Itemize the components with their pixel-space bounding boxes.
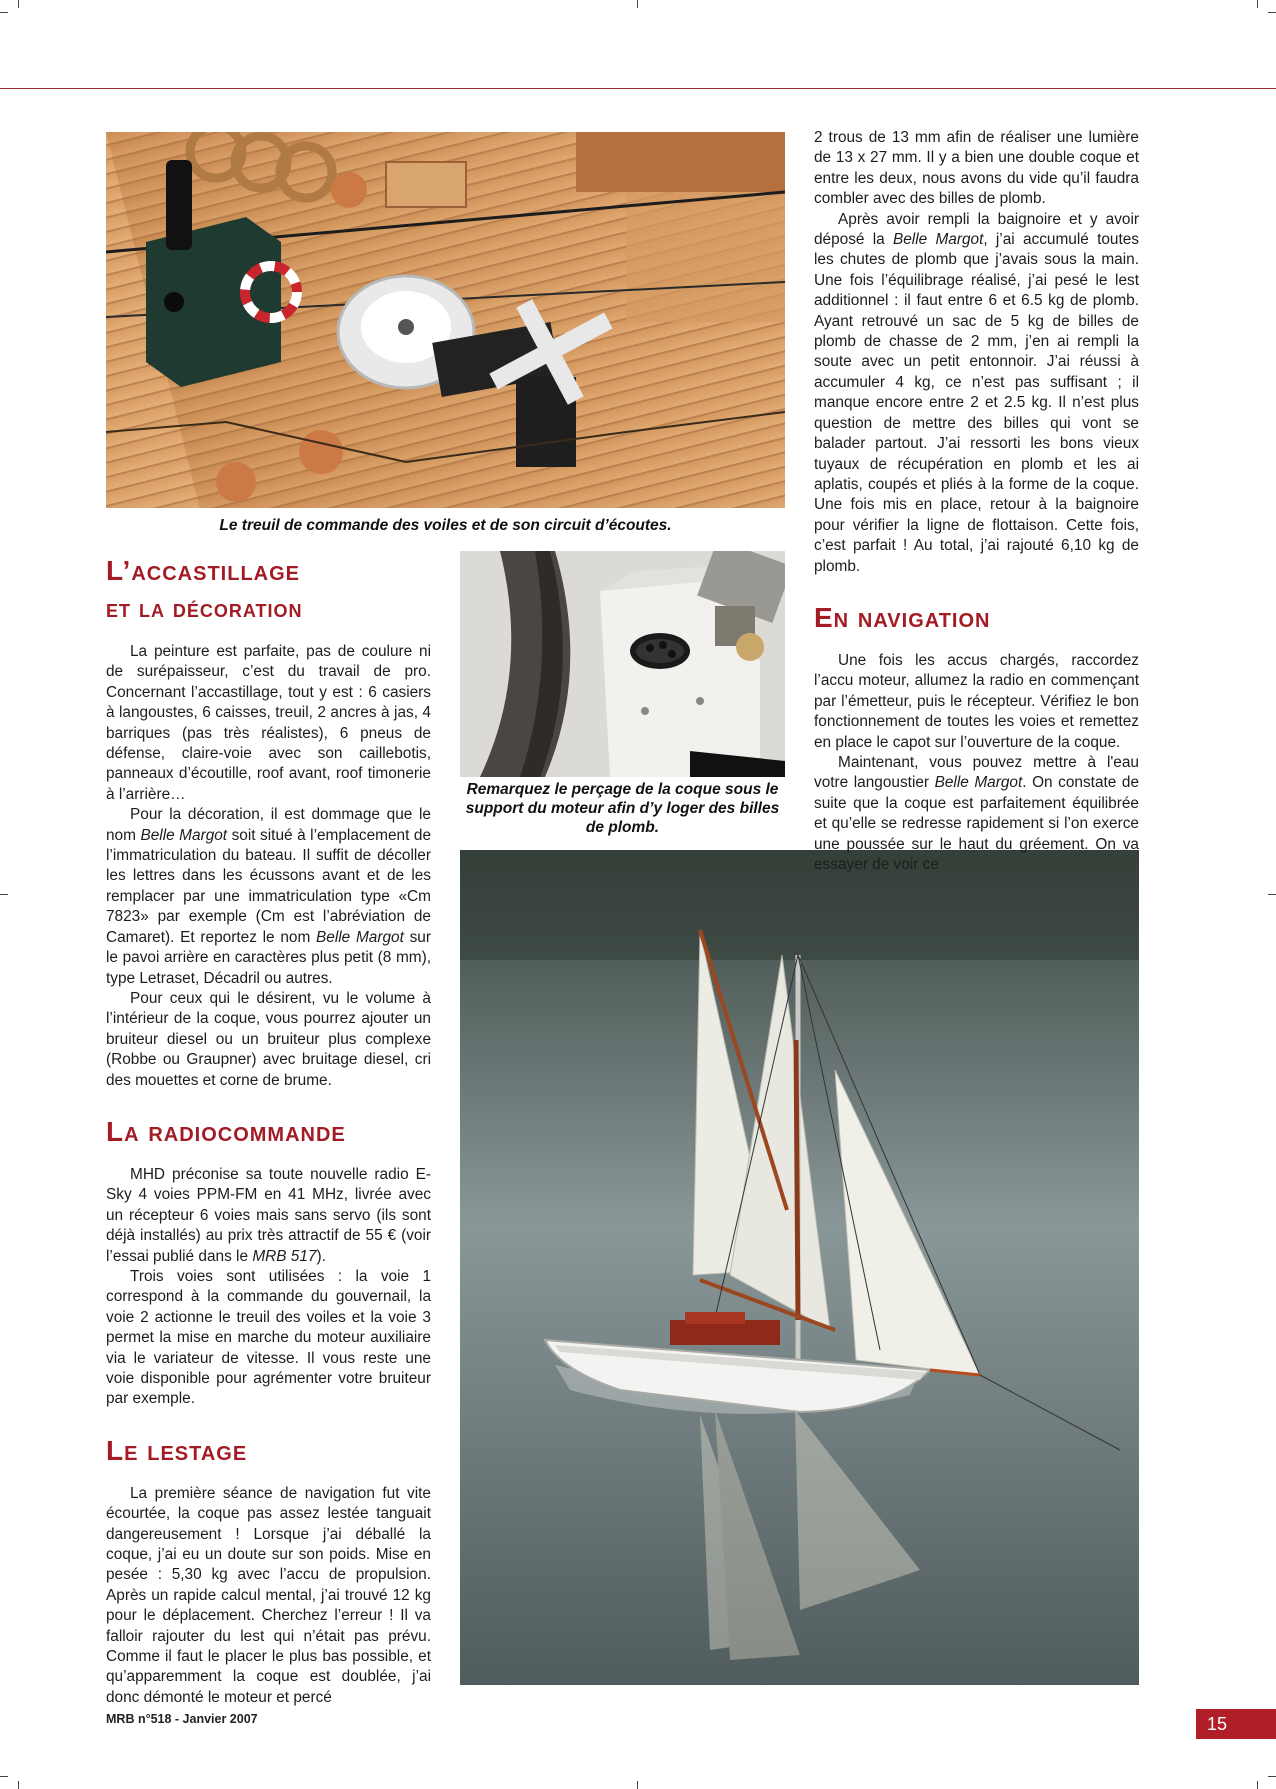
section-title-navigation: En navigation (814, 601, 991, 633)
paragraph: Trois voies sont utilisées : la voie 1 correspond à la commande du gouvernail, la voie 2 actionne le treuil des voiles et la voie 3 permet la mise en marche du moteur auxiliaire via le variateur de vitesse. Il vous reste une voie disponible pour agrémenter votre bruiteur par exemple. (106, 1267, 431, 1408)
right-column (814, 128, 1139, 875)
section-title-radio: La radiocommande (106, 1115, 346, 1147)
paragraph: Maintenant, vous pouvez mettre à l'eau votre langoustier Belle Margot. On constate de suite que la coque est parfaitement équilibrée et qu’elle se redresse rapidement si l’on exerce une poussée sur le haut du gréement. On va essayer de voir ce (814, 753, 1139, 873)
header-rule (0, 88, 1276, 89)
page-number: 15 (1196, 1709, 1276, 1739)
crop-mark (0, 1776, 8, 1777)
section-title-lestage: Le lestage (106, 1434, 248, 1466)
crop-mark (0, 12, 8, 13)
crop-mark (0, 894, 8, 895)
crop-mark (1268, 1776, 1276, 1777)
crop-mark (18, 1781, 19, 1789)
crop-mark (1257, 1781, 1258, 1789)
crop-mark (18, 0, 19, 8)
paragraph: MHD préconise sa toute nouvelle radio E-Sky 4 voies PPM-FM en 41 MHz, livrée avec un récepteur 6 voies mais sans servo (ils sont déjà installés) au prix très attractif de 55 € (voir l’essai publié dans le MRB 517). (106, 1165, 431, 1265)
crop-mark (1268, 894, 1276, 895)
paragraph: La première séance de navigation fut vite écourtée, la coque pas assez lestée tanguait dangereusement ! Lorsque j’ai déballé la coque, j’ai eu un doute sur son poids. Mise en pesée : 5,30 kg avec l’accu de propulsion. Après un rapide calcul mental, j’ai trouvé 12 kg pour le déplacement. Cherchez l’erreur ! Il va falloir rajouter du lest qui n’était pas prévu. Comme il faut le placer le plus bas possible, et qu’apparemment la coque est doublée, j’ai donc démonté le moteur et percé (106, 1484, 431, 1706)
paragraph: 2 trous de 13 mm afin de réaliser une lumière de 13 x 27 mm. Il y a bien une double coque et entre les deux, nous avons du vide qu’il faudra combler avec des billes de plomb. (814, 129, 1139, 208)
paragraph: Une fois les accus chargés, raccordez l’accu moteur, allumez la radio en commençant par l’émetteur, puis le récepteur. Vérifiez le bon fonctionnement de toutes les voies et remettez en place le capot sur l’ouverture de la coque. (814, 651, 1139, 751)
crop-mark (637, 0, 638, 8)
drill-caption: Remarquez le perçage de la coque sous le support du moteur afin d’y loger des billes de plomb. (465, 781, 780, 836)
paragraph: Après avoir rempli la baignoire et y avoir déposé la Belle Margot, j’ai accumulé toutes les chutes de plomb que j’avais sous la main. Une fois l’équilibrage réalisé, j’ai pesé le lest additionnel : il faut entre 6 et 6.5 kg de plomb. Ayant retrouvé un sac de 5 kg de billes de plomb de chasse de 2 mm, j’en ai rempli la soute avec un petit entonnoir. J’ai réussi à accumuler 4 kg, ce n’est pas suffisant ; il manque encore entre 2 et 2.5 kg. Il n’est plus question de mettre des billes qui vont se balader partout. J’ai ressorti les bons vieux tuyaux de récupération en plomb et les ai aplatis, coupés et pliés à la forme de la coque. Une fois mis en place, retour à la baignoire pour vérifier la ligne de flottaison. Cette fois, c’est parfait ! Au total, j’ai rajouté 6,10 kg de plomb. (814, 210, 1139, 575)
section-title-accastillage: L’accastillage et la décoration (106, 555, 303, 623)
crop-mark (1257, 0, 1258, 8)
paragraph: Pour la décoration, il est dommage que le nom Belle Margot soit situé à l’emplacement de l’immatriculation du bateau. Il suffit de décoller les lettres dans les écussons avant et de les remplacer par une immatriculation type «Cm 7823» par exemple (Cm est l’abréviation de Camaret). Et reportez le nom Belle Margot sur le pavoi arrière en caractères plus petit (8 mm), type Letraset, Décadril ou autres. (106, 806, 432, 987)
winch-photo (106, 132, 785, 508)
paragraph: La peinture est parfaite, pas de coulure ni de surépaisseur, c’est du travail de pro. Concernant l’accastillage, tout y est : 6 casiers à langoustes, 6 caisses, treuil, 2 ancres à jas, 4 barriques (pas très réalistes), 6 pneus de défense, claire-voie avec son caillebotis, panneaux d’écoutille, roof avant, roof timonerie à l’arrière… (106, 643, 431, 803)
issue-label: MRB n°518 - Janvier 2007 (106, 1712, 258, 1726)
drill-photo (460, 551, 785, 777)
left-column (106, 552, 431, 1708)
paragraph: Pour ceux qui le désirent, vu le volume à l’intérieur de la coque, vous pourrez ajouter un bruiteur diesel ou un bruiteur plus complexe (Robbe ou Graupner) avec bruitage diesel, cri des mouettes et corne de brume. (106, 989, 431, 1089)
crop-mark (637, 1781, 638, 1789)
crop-mark (1268, 12, 1276, 13)
boat-photo (460, 850, 1139, 1685)
winch-caption: Le treuil de commande des voiles et de son circuit d’écoutes. (219, 517, 672, 534)
